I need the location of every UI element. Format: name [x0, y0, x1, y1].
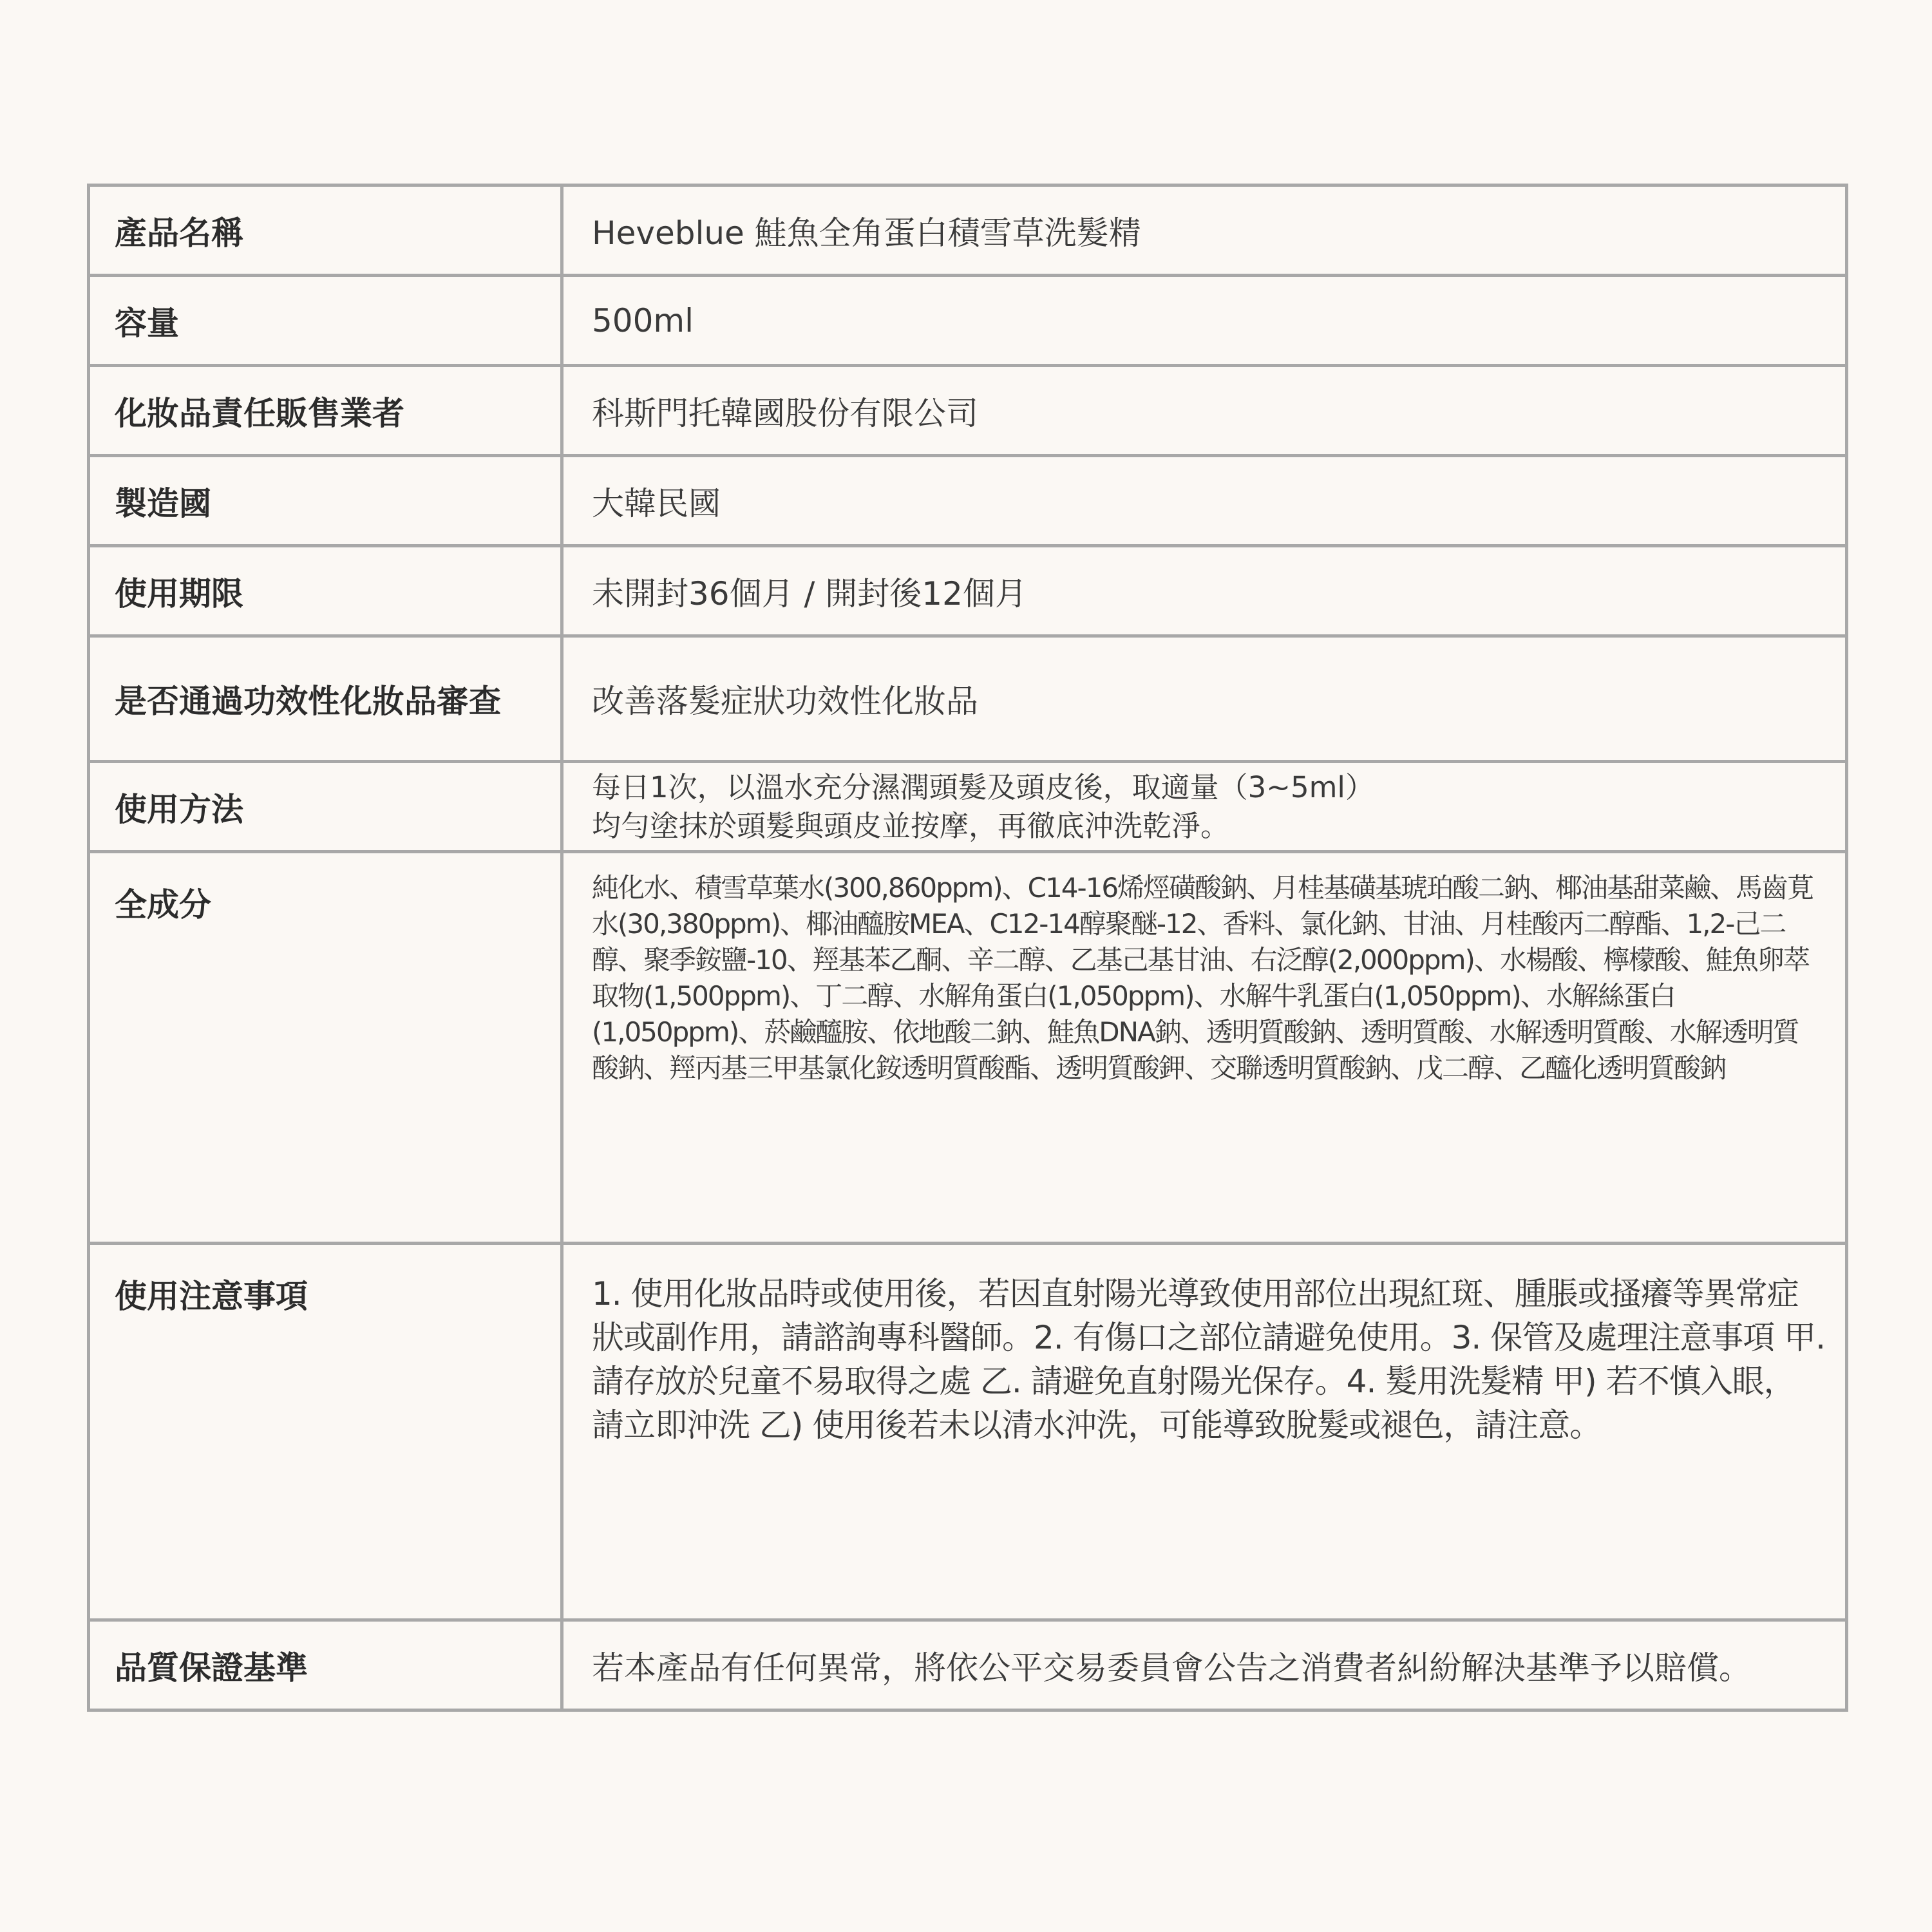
table-row	[90, 853, 1848, 1245]
row-label-expiry: 使用期限	[90, 547, 564, 634]
row-value-product-name: Heveblue 鮭魚全角蛋白積雪草洗髮精	[564, 187, 1848, 274]
row-label-quality-guarantee: 品質保證基準	[90, 1622, 564, 1709]
row-label-product-name: 產品名稱	[90, 187, 564, 274]
row-value-seller: 科斯門托韓國股份有限公司	[564, 367, 1848, 454]
row-label-efficacy-review: 是否通過功效性化妝品審查	[90, 638, 564, 760]
product-info-table	[87, 184, 1848, 1712]
table-row	[90, 547, 1848, 638]
row-value-quality-guarantee: 若本產品有任何異常，將依公平交易委員會公告之消費者糾紛解決基準予以賠償。	[564, 1622, 1848, 1709]
row-label-ingredients: 全成分	[90, 853, 564, 1242]
row-value-efficacy-review: 改善落髮症狀功效性化妝品	[564, 638, 1848, 760]
row-label-cautions: 使用注意事項	[90, 1245, 564, 1618]
table-row	[90, 638, 1848, 763]
table-row	[90, 1622, 1848, 1712]
row-value-origin: 大韓民國	[564, 457, 1848, 544]
table-row	[90, 187, 1848, 277]
table-row	[90, 367, 1848, 457]
row-value-ingredients: 純化水、積雪草葉水(300,860ppm)、C14-16烯烴磺酸鈉、月桂基磺基琥珀酸二鈉、椰油基甜菜鹼、馬齒莧水(30,380ppm)、椰油醯胺MEA、C12-14醇聚醚-12、香料、氯化鈉、甘油、月桂酸丙二醇酯、1,2-己二醇、聚季銨鹽-10、羥基苯乙酮、辛二醇、乙基己基甘油、右泛醇(2,000ppm)、水楊酸、檸檬酸、鮭魚卵萃取物(1,500ppm)、丁二醇、水解角蛋白(1,050ppm)、水解牛乳蛋白(1,050ppm)、水解絲蛋白(1,050ppm)、菸鹼醯胺、依地酸二鈉、鮭魚DNA鈉、透明質酸鈉、透明質酸、水解透明質酸、水解透明質酸鈉、羥丙基三甲基氯化銨透明質酸酯、透明質酸鉀、交聯透明質酸鈉、戊二醇、乙醯化透明質酸鈉	[564, 853, 1848, 1242]
row-label-usage: 使用方法	[90, 763, 564, 850]
row-value-expiry: 未開封36個月 / 開封後12個月	[564, 547, 1848, 634]
row-value-usage: 每日1次，以溫水充分濕潤頭髮及頭皮後，取適量（3~5ml） 均勻塗抹於頭髮與頭皮並按摩，再徹底沖洗乾淨。	[564, 763, 1848, 850]
table-row	[90, 1245, 1848, 1622]
row-value-volume: 500ml	[564, 277, 1848, 364]
table-row	[90, 457, 1848, 547]
row-label-origin: 製造國	[90, 457, 564, 544]
row-label-seller: 化妝品責任販售業者	[90, 367, 564, 454]
table-row	[90, 763, 1848, 853]
table-row	[90, 277, 1848, 367]
row-label-volume: 容量	[90, 277, 564, 364]
row-value-cautions: 1. 使用化妝品時或使用後，若因直射陽光導致使用部位出現紅斑、腫脹或搔癢等異常症狀或副作用，請諮詢專科醫師。2. 有傷口之部位請避免使用。3. 保管及處理注意事項 甲. 請存放於兒童不易取得之處 乙. 請避免直射陽光保存。4. 髮用洗髮精 甲) 若不慎入眼，請立即沖洗 乙) 使用後若未以清水沖洗，可能導致脫髮或褪色，請注意。	[564, 1245, 1848, 1618]
